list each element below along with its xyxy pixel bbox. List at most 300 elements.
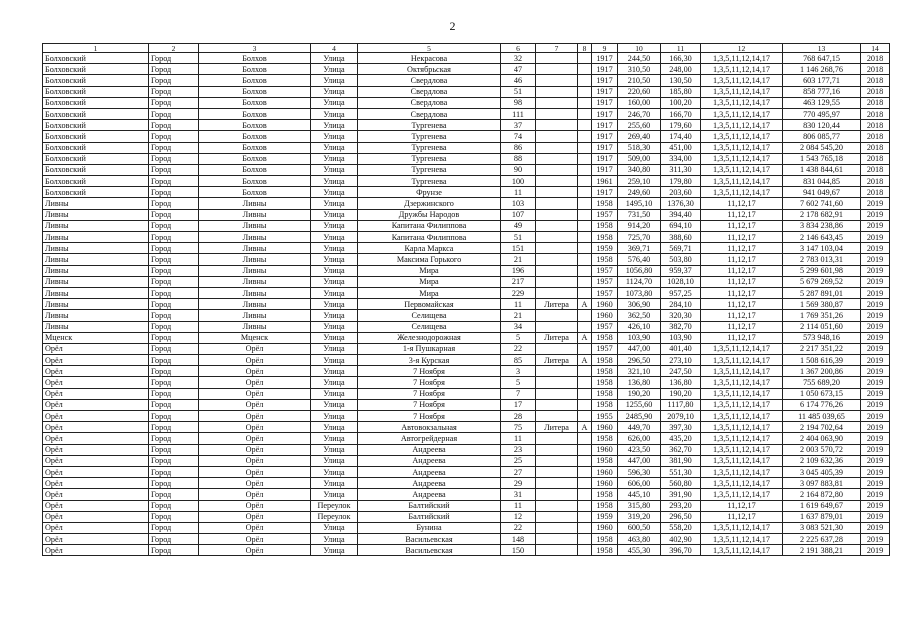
table-cell <box>578 164 592 175</box>
table-cell: 23 <box>501 444 536 455</box>
table-cell: Орёл <box>199 455 311 466</box>
table-cell: 914,20 <box>618 220 661 231</box>
table-cell: Орёл <box>43 455 149 466</box>
table-cell <box>578 64 592 75</box>
table-cell: Орёл <box>43 511 149 522</box>
table-cell <box>536 478 578 489</box>
table-cell: 1917 <box>592 142 618 153</box>
table-cell: Свердлова <box>358 97 501 108</box>
table-cell: Болхов <box>199 187 311 198</box>
table-cell: 1,3,5,11,12,14,17 <box>701 108 783 119</box>
table-cell <box>578 232 592 243</box>
table-cell <box>578 455 592 466</box>
table-cell: Литера <box>536 332 578 343</box>
table-cell: 1,3,5,11,12,14,17 <box>701 422 783 433</box>
table-cell <box>536 142 578 153</box>
table-cell: Город <box>149 522 199 533</box>
table-cell: 2018 <box>861 153 890 164</box>
table-cell: Орёл <box>199 399 311 410</box>
table-row <box>43 478 890 489</box>
table-cell: Ливны <box>43 287 149 298</box>
table-cell <box>536 444 578 455</box>
table-cell: Селищева <box>358 310 501 321</box>
table-cell: Улица <box>311 545 358 556</box>
table-cell <box>578 153 592 164</box>
table-cell: Орёл <box>43 545 149 556</box>
table-cell: 246,70 <box>618 108 661 119</box>
table-cell <box>536 276 578 287</box>
table-cell: 7 Ноября <box>358 411 501 422</box>
table-cell: 174,40 <box>661 131 701 142</box>
table-cell: 179,80 <box>661 176 701 187</box>
table-cell: 2019 <box>861 220 890 231</box>
table-cell: 2019 <box>861 444 890 455</box>
table-cell: 435,20 <box>661 433 701 444</box>
table-cell: 1957 <box>592 343 618 354</box>
table-row <box>43 444 890 455</box>
table-cell <box>536 343 578 354</box>
table-cell: Город <box>149 377 199 388</box>
table-cell <box>578 287 592 298</box>
table-cell <box>578 176 592 187</box>
table-cell: 1,3,5,11,12,14,17 <box>701 534 783 545</box>
table-cell: 210,50 <box>618 75 661 86</box>
table-cell: Улица <box>311 366 358 377</box>
table-cell: 2019 <box>861 276 890 287</box>
table-cell <box>536 120 578 131</box>
table-cell: Орёл <box>199 377 311 388</box>
table-cell: 51 <box>501 232 536 243</box>
table-cell: 284,10 <box>661 299 701 310</box>
table-cell <box>536 500 578 511</box>
table-cell: 1,3,5,11,12,14,17 <box>701 466 783 477</box>
table-cell: 259,10 <box>618 176 661 187</box>
table-cell: Орёл <box>43 388 149 399</box>
table-row <box>43 466 890 477</box>
table-cell: 1,3,5,11,12,14,17 <box>701 343 783 354</box>
table-cell: Фрунзе <box>358 187 501 198</box>
table-cell: Улица <box>311 455 358 466</box>
table-cell: 51 <box>501 86 536 97</box>
table-cell: 2019 <box>861 500 890 511</box>
table-cell: 626,00 <box>618 433 661 444</box>
table-cell: Улица <box>311 444 358 455</box>
table-cell <box>536 187 578 198</box>
table-cell: 1960 <box>592 522 618 533</box>
table-cell: Улица <box>311 164 358 175</box>
table-cell: Дзержинского <box>358 198 501 209</box>
table-cell: А <box>578 355 592 366</box>
table-cell: Город <box>149 164 199 175</box>
table-row <box>43 511 890 522</box>
table-cell: 2019 <box>861 254 890 265</box>
table-cell: Улица <box>311 287 358 298</box>
column-number: 11 <box>661 44 701 53</box>
table-cell: Город <box>149 332 199 343</box>
table-cell: Город <box>149 198 199 209</box>
table-cell: 1028,10 <box>661 276 701 287</box>
table-cell: Улица <box>311 86 358 97</box>
table-cell: 830 120,44 <box>783 120 861 131</box>
table-cell: Орёл <box>199 422 311 433</box>
table-cell: 569,71 <box>661 243 701 254</box>
table-cell <box>578 377 592 388</box>
table-cell <box>536 64 578 75</box>
table-cell: Андреева <box>358 444 501 455</box>
table-cell: Болховский <box>43 108 149 119</box>
table-cell: 2019 <box>861 355 890 366</box>
table-cell <box>578 276 592 287</box>
table-cell: 449,70 <box>618 422 661 433</box>
table-row <box>43 220 890 231</box>
table-cell: 1958 <box>592 545 618 556</box>
table-cell: 196 <box>501 265 536 276</box>
table-cell: 2 114 051,60 <box>783 321 861 332</box>
table-cell <box>536 220 578 231</box>
table-cell: Мира <box>358 265 501 276</box>
table-cell: 107 <box>501 209 536 220</box>
table-cell: Литера <box>536 299 578 310</box>
table-cell: 1957 <box>592 287 618 298</box>
table-cell: 166,30 <box>661 53 701 64</box>
table-cell <box>578 265 592 276</box>
table-row <box>43 53 890 64</box>
table-cell: 3-я Курская <box>358 355 501 366</box>
table-cell: 2019 <box>861 478 890 489</box>
column-number: 1 <box>43 44 149 53</box>
table-cell: 166,70 <box>661 108 701 119</box>
table-cell: 509,00 <box>618 153 661 164</box>
table-cell: 11,12,17 <box>701 321 783 332</box>
table-cell <box>578 466 592 477</box>
table-cell: Город <box>149 86 199 97</box>
table-cell: Орёл <box>199 444 311 455</box>
table-cell: 2018 <box>861 97 890 108</box>
table-cell: Улица <box>311 399 358 410</box>
table-cell: Орёл <box>199 500 311 511</box>
table-row <box>43 534 890 545</box>
column-number: 6 <box>501 44 536 53</box>
table-cell: 2018 <box>861 108 890 119</box>
table-cell <box>536 511 578 522</box>
table-cell: Болховский <box>43 153 149 164</box>
table-cell: Город <box>149 455 199 466</box>
table-cell: 1960 <box>592 478 618 489</box>
table-cell: 2 109 632,36 <box>783 455 861 466</box>
table-row <box>43 75 890 86</box>
table-cell: 2 783 013,31 <box>783 254 861 265</box>
table-cell: 2019 <box>861 299 890 310</box>
table-cell: Тургенева <box>358 142 501 153</box>
table-cell: 11,12,17 <box>701 254 783 265</box>
table-cell: 11,12,17 <box>701 232 783 243</box>
table-row <box>43 411 890 422</box>
table-cell <box>578 310 592 321</box>
table-cell: 941 049,67 <box>783 187 861 198</box>
table-cell: 2018 <box>861 187 890 198</box>
table-cell: 11 <box>501 433 536 444</box>
table-cell: Улица <box>311 355 358 366</box>
column-number: 10 <box>618 44 661 53</box>
table-cell: А <box>578 422 592 433</box>
table-cell: 11,12,17 <box>701 310 783 321</box>
table-cell <box>578 198 592 209</box>
table-cell <box>536 265 578 276</box>
table-cell: Болхов <box>199 153 311 164</box>
table-cell: 21 <box>501 310 536 321</box>
table-cell: 1917 <box>592 108 618 119</box>
table-cell: 34 <box>501 321 536 332</box>
table-cell: 7 <box>501 388 536 399</box>
table-cell: Орёл <box>43 366 149 377</box>
table-cell: 447,00 <box>618 455 661 466</box>
table-cell: 88 <box>501 153 536 164</box>
table-cell: Болхов <box>199 176 311 187</box>
table-cell: 394,40 <box>661 209 701 220</box>
table-cell: Ливны <box>43 265 149 276</box>
table-cell: Город <box>149 321 199 332</box>
table-row <box>43 299 890 310</box>
table-cell: 2019 <box>861 411 890 422</box>
column-number: 7 <box>536 44 578 53</box>
table-cell: Ливны <box>43 220 149 231</box>
table-cell: Балтийский <box>358 500 501 511</box>
table-cell: Болхов <box>199 131 311 142</box>
table-cell: Город <box>149 511 199 522</box>
table-cell: Орёл <box>199 478 311 489</box>
column-number: 9 <box>592 44 618 53</box>
table-cell: 1,3,5,11,12,14,17 <box>701 433 783 444</box>
table-cell: Улица <box>311 120 358 131</box>
table-cell: Болхов <box>199 97 311 108</box>
table-cell <box>536 455 578 466</box>
table-cell: 1958 <box>592 355 618 366</box>
table-row <box>43 321 890 332</box>
table-cell: 136,80 <box>661 377 701 388</box>
table-cell: 1,3,5,11,12,14,17 <box>701 489 783 500</box>
table-row <box>43 399 890 410</box>
table-cell: 391,90 <box>661 489 701 500</box>
table-cell: Первомайская <box>358 299 501 310</box>
table-cell: 6 174 776,26 <box>783 399 861 410</box>
table-cell: 694,10 <box>661 220 701 231</box>
table-cell: 2 178 682,91 <box>783 209 861 220</box>
table-cell: Ливны <box>43 232 149 243</box>
table-cell: Тургенева <box>358 153 501 164</box>
table-cell: 1073,80 <box>618 287 661 298</box>
table-cell: Орёл <box>199 522 311 533</box>
table-cell <box>536 153 578 164</box>
table-cell: 1958 <box>592 500 618 511</box>
table-cell: 1 050 673,15 <box>783 388 861 399</box>
table-cell: Улица <box>311 433 358 444</box>
table-cell <box>536 243 578 254</box>
table-cell: 1 769 351,26 <box>783 310 861 321</box>
table-cell: Город <box>149 220 199 231</box>
table-cell: 2485,90 <box>618 411 661 422</box>
table-cell: 21 <box>501 254 536 265</box>
table-row <box>43 164 890 175</box>
table-cell: 311,30 <box>661 164 701 175</box>
table-cell: 2018 <box>861 176 890 187</box>
table-cell: 2019 <box>861 522 890 533</box>
table-cell: Город <box>149 433 199 444</box>
table-cell: 12 <box>501 511 536 522</box>
table-cell: Болхов <box>199 142 311 153</box>
table-cell: Максима Горького <box>358 254 501 265</box>
table-cell: 1959 <box>592 243 618 254</box>
table-cell: 1959 <box>592 511 618 522</box>
table-cell: Город <box>149 534 199 545</box>
table-cell: 1,3,5,11,12,14,17 <box>701 545 783 556</box>
table-cell: 2 225 637,28 <box>783 534 861 545</box>
table-cell <box>536 254 578 265</box>
column-number: 14 <box>861 44 890 53</box>
table-cell: 11,12,17 <box>701 243 783 254</box>
table-cell: 7 Ноября <box>358 377 501 388</box>
table-cell: 1917 <box>592 131 618 142</box>
table-cell: 1,3,5,11,12,14,17 <box>701 75 783 86</box>
table-cell: Город <box>149 466 199 477</box>
table-cell: 2019 <box>861 377 890 388</box>
table-cell: Бунина <box>358 522 501 533</box>
table-cell: 2018 <box>861 131 890 142</box>
table-cell: 74 <box>501 131 536 142</box>
table-cell: 29 <box>501 478 536 489</box>
table-cell: 2019 <box>861 545 890 556</box>
table-cell: 98 <box>501 97 536 108</box>
table-cell: Болховский <box>43 142 149 153</box>
table-cell: 5 299 601,98 <box>783 265 861 276</box>
table-cell: Улица <box>311 299 358 310</box>
table-cell: 1958 <box>592 220 618 231</box>
table-row <box>43 276 890 287</box>
table-cell: 1955 <box>592 411 618 422</box>
table-cell <box>578 522 592 533</box>
table-row <box>43 500 890 511</box>
table-cell: 90 <box>501 164 536 175</box>
table-cell: Болховский <box>43 187 149 198</box>
table-cell: 451,00 <box>661 142 701 153</box>
table-cell <box>578 97 592 108</box>
table-cell: 1958 <box>592 366 618 377</box>
table-cell: 22 <box>501 522 536 533</box>
table-cell <box>536 176 578 187</box>
table-row <box>43 254 890 265</box>
table-cell: Улица <box>311 377 358 388</box>
table-cell: Город <box>149 411 199 422</box>
table-cell: 321,10 <box>618 366 661 377</box>
table-cell: Капитана Филиппова <box>358 220 501 231</box>
table-cell: Андреева <box>358 466 501 477</box>
table-cell: Город <box>149 276 199 287</box>
table-cell: Переулок <box>311 511 358 522</box>
table-row <box>43 265 890 276</box>
table-cell <box>536 53 578 64</box>
table-row <box>43 287 890 298</box>
table-cell: 2018 <box>861 142 890 153</box>
table-cell: 1,3,5,11,12,14,17 <box>701 388 783 399</box>
table-cell: Ливны <box>199 232 311 243</box>
table-cell: Ливны <box>43 321 149 332</box>
table-cell: Город <box>149 299 199 310</box>
table-cell: 190,20 <box>661 388 701 399</box>
table-cell: 426,10 <box>618 321 661 332</box>
table-cell: 28 <box>501 411 536 422</box>
table-cell: 1,3,5,11,12,14,17 <box>701 399 783 410</box>
table-cell: 1,3,5,11,12,14,17 <box>701 131 783 142</box>
table-cell: Орёл <box>199 511 311 522</box>
table-cell: Карла Маркса <box>358 243 501 254</box>
table-cell: Улица <box>311 254 358 265</box>
table-cell: 1960 <box>592 299 618 310</box>
table-cell: Болховский <box>43 64 149 75</box>
table-cell: 1495,10 <box>618 198 661 209</box>
table-cell <box>578 411 592 422</box>
table-cell: 2019 <box>861 287 890 298</box>
table-row <box>43 209 890 220</box>
table-cell: 755 689,20 <box>783 377 861 388</box>
table-cell: 1958 <box>592 254 618 265</box>
table-cell: 5 287 891,01 <box>783 287 861 298</box>
table-cell: 1 569 380,87 <box>783 299 861 310</box>
table-cell: Орёл <box>199 343 311 354</box>
table-cell: 1,3,5,11,12,14,17 <box>701 164 783 175</box>
table-cell: Болховский <box>43 164 149 175</box>
table-cell: 2 404 063,90 <box>783 433 861 444</box>
table-cell: Город <box>149 366 199 377</box>
table-row <box>43 332 890 343</box>
table-cell: 1,3,5,11,12,14,17 <box>701 455 783 466</box>
table-cell: 1958 <box>592 332 618 343</box>
table-cell: 731,50 <box>618 209 661 220</box>
table-cell <box>578 142 592 153</box>
table-cell: 150 <box>501 545 536 556</box>
table-cell: 5 <box>501 332 536 343</box>
table-cell: Ливны <box>199 276 311 287</box>
table-row <box>43 131 890 142</box>
table-cell: 37 <box>501 120 536 131</box>
table-cell: 957,25 <box>661 287 701 298</box>
table-cell: 32 <box>501 53 536 64</box>
table-cell: 1917 <box>592 187 618 198</box>
table-cell: Улица <box>311 53 358 64</box>
table-cell: 220,60 <box>618 86 661 97</box>
table-row <box>43 153 890 164</box>
table-cell: 2 217 351,22 <box>783 343 861 354</box>
table-cell: Орёл <box>199 433 311 444</box>
table-cell: 573 948,16 <box>783 332 861 343</box>
table-cell: Болхов <box>199 108 311 119</box>
table-cell: Железнодорожная <box>358 332 501 343</box>
table-cell: 334,00 <box>661 153 701 164</box>
table-cell: Город <box>149 64 199 75</box>
table-cell: 100,20 <box>661 97 701 108</box>
table-cell: 2 084 545,20 <box>783 142 861 153</box>
table-cell: Болхов <box>199 120 311 131</box>
table-cell <box>578 86 592 97</box>
table-cell: 503,80 <box>661 254 701 265</box>
table-cell: Улица <box>311 466 358 477</box>
table-cell <box>578 53 592 64</box>
table-cell <box>578 75 592 86</box>
table-cell: Город <box>149 243 199 254</box>
table-cell: 2019 <box>861 343 890 354</box>
table-row <box>43 187 890 198</box>
table-row <box>43 489 890 500</box>
table-cell: 2019 <box>861 433 890 444</box>
table-cell: 600,50 <box>618 522 661 533</box>
